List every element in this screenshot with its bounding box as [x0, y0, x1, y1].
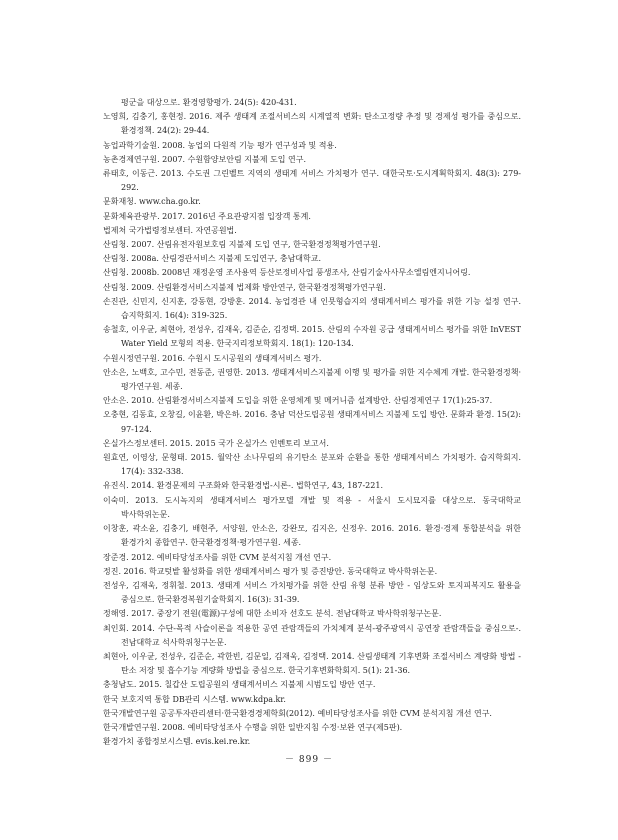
reference-list — [103, 96, 521, 749]
reference-entry: 최현아, 이우균, 전성우, 김준순, 곽한빈, 김문일, 김재욱, 김정택. 2014. 산림생태계 기후변화 조절서비스 계량화 방법 - 탄소 저장 및 흡수기능 계량화 방법을 중심으로. 한국기후변화학회지. 5(1): 21-36. — [103, 651, 521, 676]
reference-entry: 수원시정연구원. 2016. 수원시 도시공원의 생태계서비스 평가. — [103, 353, 322, 363]
reference-entry: 노영희, 김충기, 홍현정. 2016. 제주 생태계 조절서비스의 시계열적 변화: 탄소고정량 추정 및 경제성 평가를 중심으로. 환경정책. 24(2): 29-44. — [103, 112, 521, 136]
reference-entry: 산림청. 2008b. 2008년 재정운영 조사용역 등산로정비사업 풍생조사, 산림기술사사무소엘림엔지니어링. — [103, 268, 471, 278]
reference-entry: 이창훈, 곽소윤, 김충기, 배현주, 서양원, 안소은, 강완모, 김지은, 신정우. 2016. 2016. 환경·경제 통합분석을 위한 환경가치 종합연구. 한국환경정책·평가연구원. 세종. — [103, 524, 521, 548]
reference-entry: 산림청. 2008a. 산림경관서비스 지불제 도입연구, 충남대학교. — [103, 254, 322, 264]
reference-entry: 전성우, 김재욱, 정휘철. 2013. 생태계 서비스 가치평가를 위한 산림 유형 분류 방안 - 임상도와 토지피복지도 활용을 중심으로. 한국환경복원기술학회지. 16(3): 31-39. — [103, 580, 521, 605]
reference-entry: 안소은. 2010. 산림환경서비스지불제 도입을 위한 운영체계 및 메커니즘 설계방안. 산림경제연구 17(1):25-37. — [103, 396, 493, 406]
reference-entry: 산림청. 2009. 산림환경서비스지불제 법제화 방안연구, 한국환경정책평가연구원. — [103, 282, 386, 292]
reference-entry: 장준경. 2012. 예비타당성조사를 위한 CVM 분석지침 개선 연구. — [103, 552, 332, 562]
reference-entry: 최인회. 2014. 수단-목적 사슬이론을 적용한 공연 관람객들의 가치체계 분석-광주광역시 공연장 관람객들을 중심으로-. 전남대학교 석사학위청구논문. — [103, 623, 521, 647]
reference-entry: 원효연, 이영상, 문형태. 2015. 월악산 소나무림의 유기탄소 분포와 순환을 통한 생태계서비스 가치평가. 습지학회지. 17(4): 332-338. — [103, 453, 521, 477]
reference-entry: 농업과학기술원. 2008. 농업의 다원적 기능 평가 연구성과 및 적용. — [103, 140, 337, 150]
reference-entry: 환경가치 종합정보시스템. evis.kei.re.kr. — [103, 737, 251, 747]
reference-entry: 정진. 2016. 학교텃밭 활성화를 위한 생태계서비스 평가 및 증진방안. 동국대학교 박사학위논문. — [103, 566, 438, 576]
reference-entry: 평군을 대상으로. 환경영향평가. 24(5): 420-431. — [121, 98, 297, 107]
reference-entry: 손진관, 신민지, 신지훈, 강동현, 강방훈. 2014. 농업경관 내 인묫형습지의 생태계서비스 평가를 위한 기능 설정 연구. 습지학회지. 16(4): 319-325. — [103, 296, 521, 321]
reference-entry: 송철호, 이우균, 최현아, 전성우, 김재욱, 김준순, 김정택. 2015. 산림의 수자원 공급 생태계서비스 평가를 위한 InVEST Water Yield 모형의 적용. 한국지리정보학회지. 18(1): 120-134. — [103, 325, 521, 349]
reference-entry: 문화재청. www.cha.go.kr. — [103, 197, 201, 207]
reference-entry: 한국개발연구원 공공투자관리센터·한국환경경제학회(2012). 예비타당성조사를 위한 CVM 분석지침 개선 연구. — [103, 708, 492, 718]
reference-entry: 법제처 국가법령정보센터. 자연공원법. — [103, 225, 237, 235]
reference-entry: 이숙미. 2013. 도시녹지의 생태계서비스 평가모델 개발 및 적용 - 서울시 도시묘지를 대상으로. 동국대학교 박사학위논문. — [103, 495, 521, 519]
reference-entry: 안소은, 노백호, 고수민, 전동준, 권영한. 2013. 생태계서비스지불제 이행 및 평가를 위한 지수체계 개발. 한국환경정책·평가연구원. 세종. — [103, 367, 521, 392]
page-number: － 899 － — [285, 755, 333, 765]
reference-entry: 유진식. 2014. 환경문제의 구조화와 한국환경법-시론-. 법학연구, 43, 187-221. — [103, 481, 383, 491]
reference-entry: 한국 보호지역 통합 DB관리 시스템. www.kdpa.kr. — [103, 694, 286, 704]
reference-entry: 문화체육관광부. 2017. 2016년 주요관광지점 입장객 통계. — [103, 211, 311, 221]
reference-entry: 류태호, 이동근. 2013. 수도권 그린벨트 지역의 생태계 서비스 가치평가 연구. 대한국토·도시계획학회지. 48(3): 279-292. — [103, 169, 521, 193]
reference-entry: 온실가스정보센터. 2015. 2015 국가 온실가스 인벤토리 보고서. — [103, 438, 329, 448]
reference-entry: 한국개발연구원. 2008. 예비타당성조사 수행을 위한 일반지침 수정·보완 연구(제5판). — [103, 722, 403, 732]
reference-entry: 농촌경제연구원. 2007. 수원함양보안림 지불제 도입 연구. — [103, 154, 306, 164]
reference-entry: 산림청. 2007. 산림유전자원보호림 지불제 도입 연구, 한국환경정책평가연구원. — [103, 240, 381, 250]
reference-entry: 충청남도. 2015. 칠갑산 도립공원의 생태계서비스 지불제 시범도입 방안 연구. — [103, 680, 376, 690]
reference-entry: 오충현, 김동효, 오창길, 이윤환, 박은하. 2016. 충남 덕산도립공원 생태계서비스 지불제 도입 방안. 문화과 환경. 15(2): 97-124. — [103, 410, 521, 434]
reference-entry: 정해영. 2017. 중장기 전원(電源)구성에 대한 소비자 선호도 분석. 전남대학교 박사학위청구논문. — [103, 609, 442, 619]
